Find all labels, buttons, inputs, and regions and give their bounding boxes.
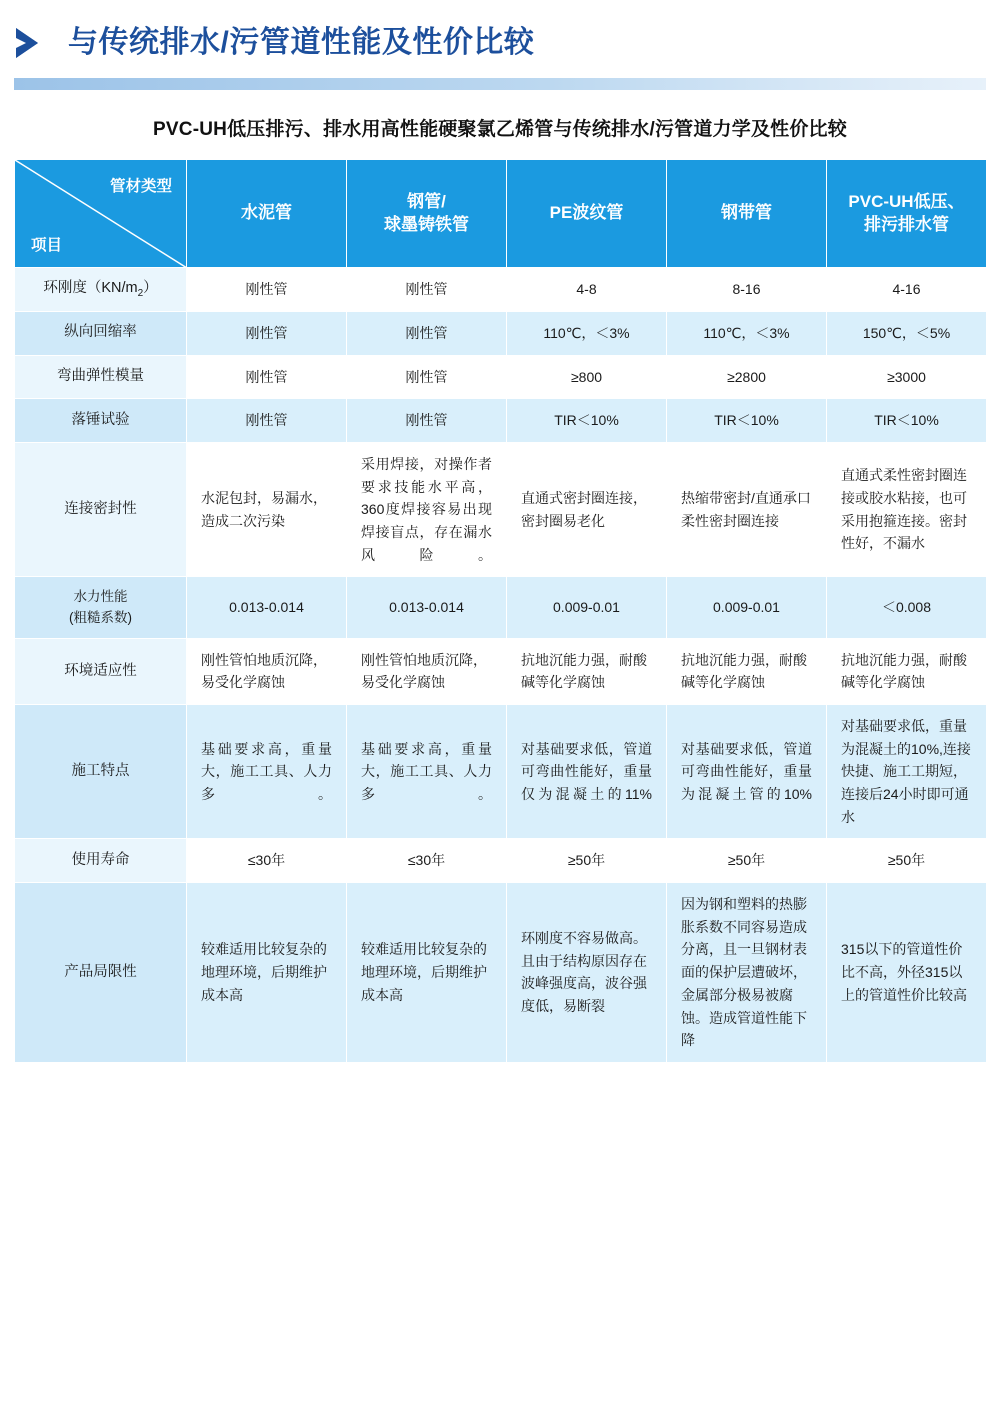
table-row bbox=[15, 577, 987, 639]
table-cell: 刚性管 bbox=[187, 399, 347, 443]
table-row bbox=[15, 705, 987, 839]
table-cell: 因为钢和塑料的热膨胀系数不同容易造成分离，且一旦钢材表面的保护层遭破坏，金属部分极易被腐蚀。造成管道性能下降 bbox=[667, 883, 827, 1063]
column-header-line1: 水泥管 bbox=[241, 203, 292, 223]
table-cell: ≤30年 bbox=[187, 839, 347, 883]
column-header-line1: 钢带管 bbox=[721, 203, 772, 223]
table-cell: 较难适用比较复杂的地理环境，后期维护成本高 bbox=[187, 883, 347, 1063]
page-title: 与传统排水/污管道性能及性价比较 bbox=[68, 26, 535, 59]
header-divider bbox=[14, 78, 986, 90]
table-row bbox=[15, 883, 987, 1063]
table-header-row bbox=[15, 160, 987, 268]
comparison-table-wrapper bbox=[0, 159, 1000, 1063]
table-cell: TIR＜10% bbox=[507, 399, 667, 443]
chevron-right-icon bbox=[14, 26, 56, 60]
table-cell: 采用焊接，对操作者要求技能水平高，360度焊接容易出现焊接盲点，存在漏水风险。 bbox=[347, 442, 507, 576]
table-cell: 热缩带密封/直通承口柔性密封圈连接 bbox=[667, 442, 827, 576]
column-header-steel-ductile bbox=[347, 160, 507, 268]
table-cell: 对基础要求低，管道可弯曲性能好，重量为混凝土管的10% bbox=[667, 705, 827, 839]
table-cell: 0.013-0.014 bbox=[347, 577, 507, 639]
table-cell: 刚性管怕地质沉降，易受化学腐蚀 bbox=[347, 638, 507, 704]
table-cell: 刚性管怕地质沉降，易受化学腐蚀 bbox=[187, 638, 347, 704]
table-row bbox=[15, 311, 987, 355]
table-row bbox=[15, 399, 987, 443]
table-cell: 基础要求高，重量大，施工工具、人力多。 bbox=[347, 705, 507, 839]
table-cell: ≥50年 bbox=[507, 839, 667, 883]
table-row bbox=[15, 268, 987, 312]
row-label-product-limitations: 产品局限性 bbox=[15, 883, 187, 1063]
table-cell: 刚性管 bbox=[347, 268, 507, 312]
table-cell: 刚性管 bbox=[347, 399, 507, 443]
table-caption: PVC-UH低压排污、排水用高性能硬聚氯乙烯管与传统排水/污管道力学及性价比较 bbox=[153, 119, 847, 140]
table-cell: 对基础要求低，重量为混凝土的10%,连接快捷、施工工期短，连接后24小时即可通水 bbox=[827, 705, 987, 839]
row-label-construction-features: 施工特点 bbox=[15, 705, 187, 839]
column-header-cement bbox=[187, 160, 347, 268]
table-cell: ≥50年 bbox=[827, 839, 987, 883]
column-header-steel-belt bbox=[667, 160, 827, 268]
column-header-line1: PE波纹管 bbox=[549, 203, 624, 223]
table-cell: 较难适用比较复杂的地理环境，后期维护成本高 bbox=[347, 883, 507, 1063]
row-label-line2: (粗糙系数) bbox=[69, 609, 132, 625]
table-cell: 直通式柔性密封圈连接或胶水粘接，也可采用抱箍连接。密封性好，不漏水 bbox=[827, 442, 987, 576]
row-label-joint-sealing: 连接密封性 bbox=[15, 442, 187, 576]
table-cell: 150℃，＜5% bbox=[827, 311, 987, 355]
table-row bbox=[15, 839, 987, 883]
table-cell: ≥2800 bbox=[667, 355, 827, 399]
table-cell: ＜0.008 bbox=[827, 577, 987, 639]
table-cell: 抗地沉能力强，耐酸碱等化学腐蚀 bbox=[507, 638, 667, 704]
table-cell: 刚性管 bbox=[187, 268, 347, 312]
table-cell: 315以下的管道性价比不高，外径315以上的管道性价比较高 bbox=[827, 883, 987, 1063]
table-cell: 对基础要求低，管道可弯曲性能好，重量仅为混凝土的11% bbox=[507, 705, 667, 839]
header-rule-wrapper bbox=[0, 78, 1000, 90]
column-header-line1: 钢管/ bbox=[407, 191, 446, 211]
table-cell: 0.009-0.01 bbox=[667, 577, 827, 639]
table-cell: TIR＜10% bbox=[667, 399, 827, 443]
row-label-flexural-modulus: 弯曲弹性模量 bbox=[15, 355, 187, 399]
table-cell: 0.009-0.01 bbox=[507, 577, 667, 639]
table-cell: 110℃，＜3% bbox=[667, 311, 827, 355]
row-label-ring-stiffness bbox=[15, 268, 187, 312]
row-label-superscript: 2 bbox=[137, 287, 144, 299]
table-cell: 环刚度不容易做高。且由于结构原因存在波峰强度高，波谷强度低，易断裂 bbox=[507, 883, 667, 1063]
column-header-line1: PVC-UH低压、 bbox=[848, 191, 965, 211]
table-cell: 刚性管 bbox=[347, 311, 507, 355]
header-corner-cell bbox=[15, 160, 187, 268]
column-header-pe-corrugated bbox=[507, 160, 667, 268]
header-corner-top-label: 管材类型 bbox=[109, 178, 172, 195]
row-label-longitudinal-shrinkage: 纵向回缩率 bbox=[15, 311, 187, 355]
row-label-hydraulic-performance bbox=[15, 577, 187, 639]
table-cell: 基础要求高，重量大，施工工具、人力多。 bbox=[187, 705, 347, 839]
table-row bbox=[15, 355, 987, 399]
comparison-table bbox=[14, 159, 987, 1063]
row-label-text: 环刚度（KN/m bbox=[43, 280, 138, 296]
table-cell: 刚性管 bbox=[347, 355, 507, 399]
row-label-drop-hammer-test: 落锤试验 bbox=[15, 399, 187, 443]
table-cell: 抗地沉能力强，耐酸碱等化学腐蚀 bbox=[827, 638, 987, 704]
row-label-line1: 水力性能 bbox=[73, 589, 128, 605]
header-corner-bottom-label: 项目 bbox=[31, 237, 63, 254]
table-cell: 水泥包封，易漏水，造成二次污染 bbox=[187, 442, 347, 576]
table-row bbox=[15, 638, 987, 704]
table-cell: 直通式密封圈连接，密封圈易老化 bbox=[507, 442, 667, 576]
table-row bbox=[15, 442, 987, 576]
table-cell: ≥800 bbox=[507, 355, 667, 399]
table-cell: 刚性管 bbox=[187, 355, 347, 399]
table-cell: 0.013-0.014 bbox=[187, 577, 347, 639]
table-cell: ≥50年 bbox=[667, 839, 827, 883]
table-cell: 4-16 bbox=[827, 268, 987, 312]
table-cell: 8-16 bbox=[667, 268, 827, 312]
row-label-service-life: 使用寿命 bbox=[15, 839, 187, 883]
column-header-line2: 球墨铸铁管 bbox=[384, 214, 469, 234]
table-cell: 刚性管 bbox=[187, 311, 347, 355]
page-header bbox=[0, 0, 1000, 68]
table-cell: 抗地沉能力强，耐酸碱等化学腐蚀 bbox=[667, 638, 827, 704]
table-cell: 110℃，＜3% bbox=[507, 311, 667, 355]
row-label-environmental-adaptability: 环境适应性 bbox=[15, 638, 187, 704]
column-header-line2: 排污排水管 bbox=[864, 214, 949, 234]
table-cell: ≤30年 bbox=[347, 839, 507, 883]
table-cell: 4-8 bbox=[507, 268, 667, 312]
table-cell: TIR＜10% bbox=[827, 399, 987, 443]
table-cell: ≥3000 bbox=[827, 355, 987, 399]
row-label-tail: ） bbox=[143, 280, 158, 296]
column-header-pvc-uh bbox=[827, 160, 987, 268]
